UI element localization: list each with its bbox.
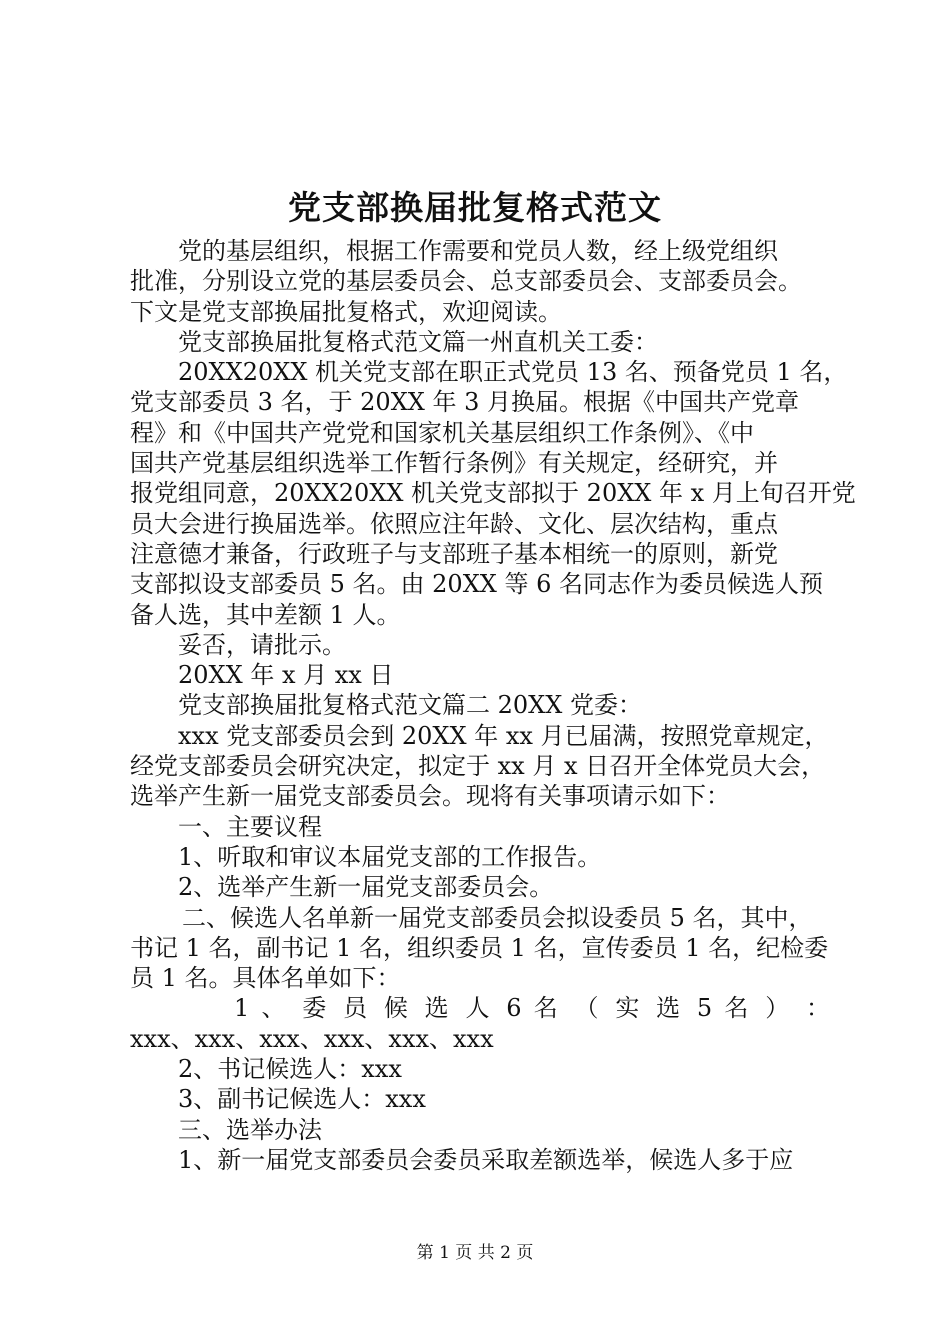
- paragraph-line: 注意德才兼备，行政班子与支部班子基本相统一的原则，新党: [130, 539, 778, 568]
- paragraph-line: 经党支部委员会研究决定，拟定于 xx 月 x 日召开全体党员大会，: [130, 752, 826, 781]
- date-line: 20XX 年 x 月 xx 日: [178, 661, 394, 690]
- paragraph-line: 支部拟设支部委员 5 名。由 20XX 等 6 名同志作为委员候选人预: [130, 570, 824, 599]
- document-body: [130, 236, 856, 1175]
- section-heading-line: 党支部换届批复格式范文篇二 20XX 党委：: [178, 691, 642, 720]
- paragraph-line: 程》和《中国共产党党和国家机关基层组织工作条例》、《中: [130, 418, 754, 447]
- paragraph-line: 妥否，请批示。: [178, 630, 346, 659]
- paragraph-line: 党支部委员 3 名，于 20XX 年 3 月换届。根据《中国共产党章: [130, 388, 800, 417]
- paragraph-line: xxx 党支部委员会到 20XX 年 xx 月已届满，按照党章规定，: [178, 721, 829, 750]
- paragraph-line: 下文是党支部换届批复格式，欢迎阅读。: [130, 297, 562, 326]
- paragraph-line: xxx、xxx、xxx、xxx、xxx、xxx: [130, 1024, 494, 1053]
- list-heading-line: 一、主要议程: [178, 812, 322, 841]
- paragraph-line: 报党组同意，20XX20XX 机关党支部拟于 20XX 年 x 月上旬召开党: [130, 479, 856, 508]
- paragraph-line: 批准，分别设立党的基层委员会、总支部委员会、支部委员会。: [130, 267, 802, 296]
- list-item-line: 1、新一届党支部委员会委员采取差额选举，候选人多于应: [178, 1145, 794, 1174]
- paragraph-line: 备人选，其中差额 1 人。: [130, 600, 401, 629]
- list-heading-line: 二、候选人名单新一届党支部委员会拟设委员 5 名，其中，: [182, 903, 813, 932]
- paragraph-line: 选举产生新一届党支部委员会。现将有关事项请示如下：: [130, 782, 730, 811]
- list-item-line: 3、副书记候选人：xxx: [178, 1085, 426, 1114]
- paragraph-line: 国共产党基层组织选举工作暂行条例》有关规定，经研究，并: [130, 449, 778, 478]
- page-number-footer: 第 1 页 共 2 页: [416, 1243, 534, 1263]
- document-title: 党支部换届批复格式范文: [288, 188, 662, 227]
- section-heading-line: 党支部换届批复格式范文篇一州直机关工委：: [178, 327, 658, 356]
- list-item-line: 2、选举产生新一届党支部委员会。: [178, 873, 554, 902]
- paragraph-line: 员 1 名。具体名单如下：: [130, 964, 401, 993]
- paragraph-line: 20XX20XX 机关党支部在职正式党员 13 名、预备党员 1 名，: [178, 358, 848, 387]
- list-item-line: 1、听取和审议本届党支部的工作报告。: [178, 842, 602, 871]
- paragraph-line: 员大会进行换届选举。依照应注年龄、文化、层次结构，重点: [130, 509, 778, 538]
- list-heading-line: 三、选举办法: [178, 1115, 322, 1144]
- list-item-line: 1 、 委 员 候 选 人 6 名 （ 实 选 5 名 ） ：: [234, 994, 830, 1023]
- paragraph-line: 党的基层组织，根据工作需要和党员人数，经上级党组织: [178, 237, 778, 265]
- list-item-line: 2、书记候选人：xxx: [178, 1055, 402, 1084]
- paragraph-line: 书记 1 名，副书记 1 名，组织委员 1 名，宣传委员 1 名，纪检委: [130, 933, 829, 962]
